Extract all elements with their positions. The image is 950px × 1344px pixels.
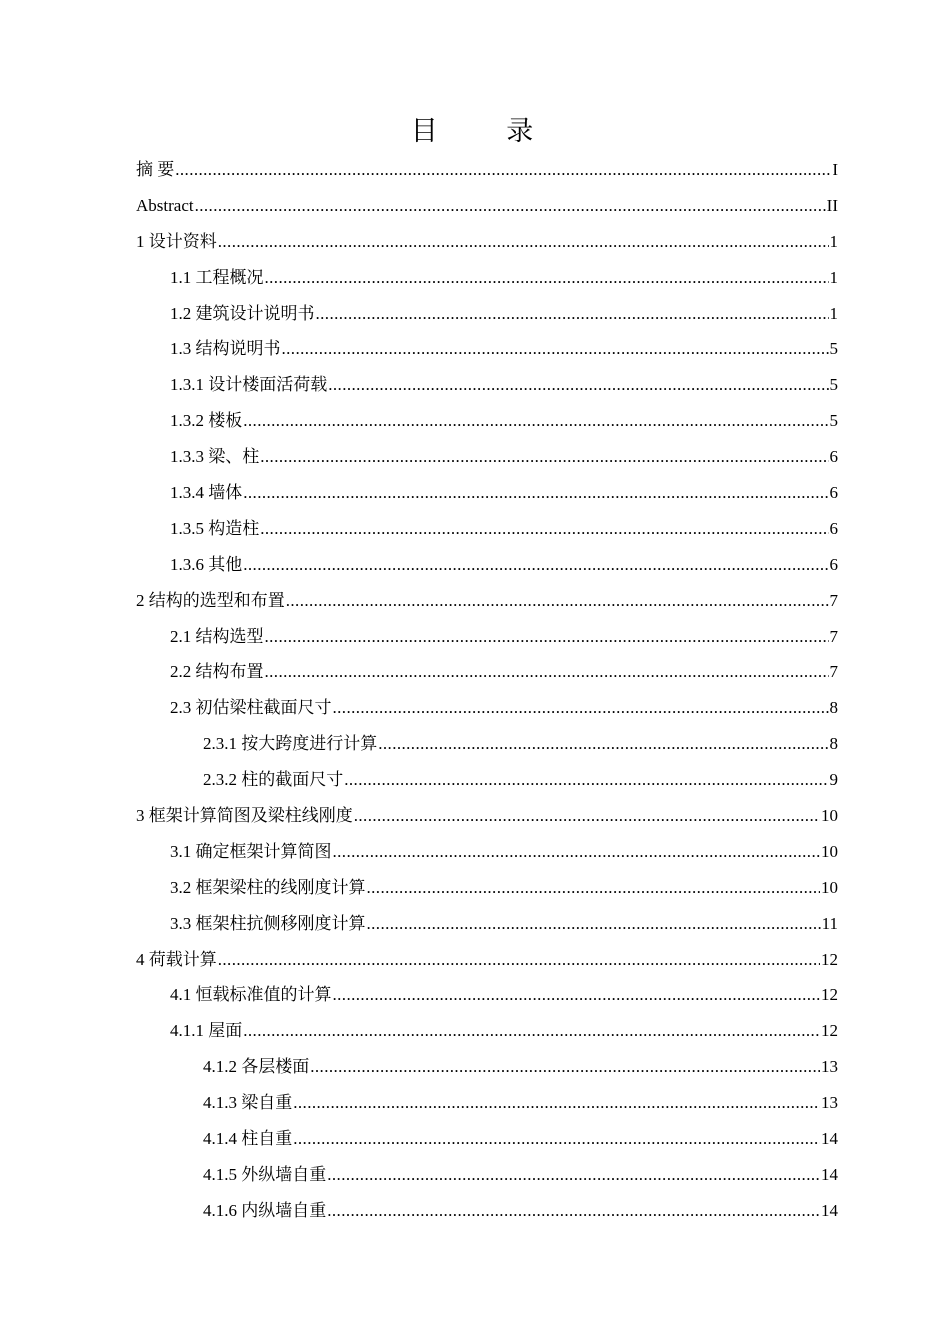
toc-entry[interactable] [136,511,838,547]
toc-entry[interactable] [136,1049,838,1085]
toc-dot-leader [327,1193,820,1229]
toc-page-number: 1 [829,303,838,323]
toc-entry[interactable] [136,583,838,619]
toc-entry[interactable] [136,977,838,1013]
toc-dot-leader [310,1049,820,1085]
toc-dot-leader [243,475,828,511]
toc-entry-title: 1.3.5 构造柱 [170,518,260,538]
toc-entry-title: 4.1.4 柱自重 [203,1129,293,1149]
toc-page-number: 14 [821,1164,838,1184]
table-of-contents [136,152,838,1229]
toc-dot-leader [367,906,821,942]
toc-entry-title: 4.1.6 内纵墙自重 [203,1200,327,1220]
toc-entry-title: 3 框架计算简图及梁柱线刚度 [136,806,353,826]
toc-dot-leader [293,1121,820,1157]
toc-dot-leader [333,834,821,870]
toc-entry[interactable] [136,870,838,906]
toc-page-number: 6 [829,554,838,574]
toc-page-number: 13 [821,1093,838,1113]
toc-entry[interactable] [136,1121,838,1157]
toc-entry[interactable] [136,224,838,260]
toc-dot-leader [367,870,821,906]
toc-entry-title: 1.3.1 设计楼面活荷载 [170,375,328,395]
toc-page-number: 5 [829,339,838,359]
toc-dot-leader [243,1013,820,1049]
toc-dot-leader [243,547,828,583]
toc-entry-title: 4 荷载计算 [136,949,217,969]
toc-entry[interactable] [136,152,838,188]
toc-entry[interactable] [136,1193,838,1229]
toc-dot-leader [286,583,829,619]
toc-entry[interactable] [136,1157,838,1193]
toc-page-number: 12 [821,949,838,969]
toc-entry-title: 3.1 确定框架计算简图 [170,841,332,861]
toc-entry-title: Abstract [136,195,194,215]
toc-page-number: II [826,195,838,215]
toc-entry-title: 2.3 初估梁柱截面尺寸 [170,698,332,718]
toc-dot-leader [344,762,828,798]
toc-dot-leader [175,152,831,188]
toc-entry-title: 1 设计资料 [136,231,217,251]
toc-entry[interactable] [136,296,838,332]
toc-entry[interactable] [136,654,838,690]
toc-dot-leader [333,977,821,1013]
toc-page-number: 14 [821,1129,838,1149]
toc-dot-leader [243,403,828,439]
toc-entry[interactable] [136,762,838,798]
toc-entry-title: 1.3.3 梁、柱 [170,447,260,467]
toc-entry[interactable] [136,367,838,403]
toc-entry[interactable] [136,260,838,296]
toc-page-number: 7 [829,626,838,646]
toc-entry-title: 1.3 结构说明书 [170,339,281,359]
toc-entry-title: 4.1.3 梁自重 [203,1093,293,1113]
toc-entry-title: 4.1.2 各层楼面 [203,1057,310,1077]
toc-dot-leader [333,690,829,726]
toc-page-number: 1 [829,267,838,287]
toc-entry-title: 2 结构的选型和布置 [136,590,285,610]
toc-page-number: 10 [821,806,838,826]
toc-entry-title: 3.3 框架柱抗侧移刚度计算 [170,913,366,933]
toc-entry[interactable] [136,726,838,762]
toc-dot-leader [328,367,828,403]
toc-page-number: 5 [829,411,838,431]
toc-entry-title: 1.3.4 墙体 [170,483,243,503]
toc-dot-leader [293,1085,820,1121]
toc-page-number: 8 [829,698,838,718]
toc-page-number: 7 [829,662,838,682]
toc-page-number: 6 [829,518,838,538]
toc-page-number: 12 [821,1021,838,1041]
toc-entry-title: 1.2 建筑设计说明书 [170,303,315,323]
toc-entry[interactable] [136,1013,838,1049]
toc-entry-title: 4.1 恒载标准值的计算 [170,985,332,1005]
toc-title: 目 录 [410,116,564,147]
toc-page-number: 10 [821,841,838,861]
toc-entry[interactable] [136,188,838,224]
toc-entry[interactable] [136,403,838,439]
toc-entry[interactable] [136,439,838,475]
toc-entry-title: 4.1.5 外纵墙自重 [203,1164,327,1184]
toc-page-number: 7 [829,590,838,610]
toc-dot-leader [316,296,829,332]
toc-dot-leader [282,331,829,367]
toc-entry[interactable] [136,942,838,978]
toc-entry[interactable] [136,547,838,583]
toc-dot-leader [327,1157,820,1193]
toc-dot-leader [260,439,828,475]
toc-entry[interactable] [136,834,838,870]
toc-entry[interactable] [136,798,838,834]
toc-entry-title: 2.3.1 按大跨度进行计算 [203,734,378,754]
toc-entry-title: 2.1 结构选型 [170,626,264,646]
toc-entry-title: 4.1.1 屋面 [170,1021,243,1041]
toc-page-number: 12 [821,985,838,1005]
toc-dot-leader [354,798,820,834]
toc-page-number: 14 [821,1200,838,1220]
toc-entry-title: 1.1 工程概况 [170,267,264,287]
toc-entry-title: 1.3.6 其他 [170,554,243,574]
toc-dot-leader [218,942,820,978]
toc-page-number: 11 [821,913,838,933]
toc-page-number: 10 [821,877,838,897]
toc-entry-title: 3.2 框架梁柱的线刚度计算 [170,877,366,897]
toc-entry[interactable] [136,331,838,367]
toc-dot-leader [265,619,829,655]
toc-dot-leader [195,188,826,224]
toc-dot-leader [260,511,828,547]
toc-page-number: 5 [829,375,838,395]
toc-dot-leader [378,726,828,762]
toc-entry[interactable] [136,906,838,942]
toc-entry[interactable] [136,690,838,726]
toc-entry-title: 2.3.2 柱的截面尺寸 [203,770,344,790]
toc-page-number: 6 [829,483,838,503]
toc-page-number: 13 [821,1057,838,1077]
toc-entry-title: 1.3.2 楼板 [170,411,243,431]
toc-dot-leader [265,260,829,296]
toc-page-number: 8 [829,734,838,754]
toc-entry[interactable] [136,1085,838,1121]
toc-entry[interactable] [136,475,838,511]
toc-page-number: 6 [829,447,838,467]
toc-entry[interactable] [136,619,838,655]
toc-page-number: 1 [829,231,838,251]
toc-entry-title: 摘 要 [136,160,175,179]
toc-dot-leader [218,224,829,260]
toc-dot-leader [265,654,829,690]
toc-entry-title: 2.2 结构布置 [170,662,264,682]
toc-page-number: 9 [829,770,838,790]
toc-page-number: I [832,160,838,179]
